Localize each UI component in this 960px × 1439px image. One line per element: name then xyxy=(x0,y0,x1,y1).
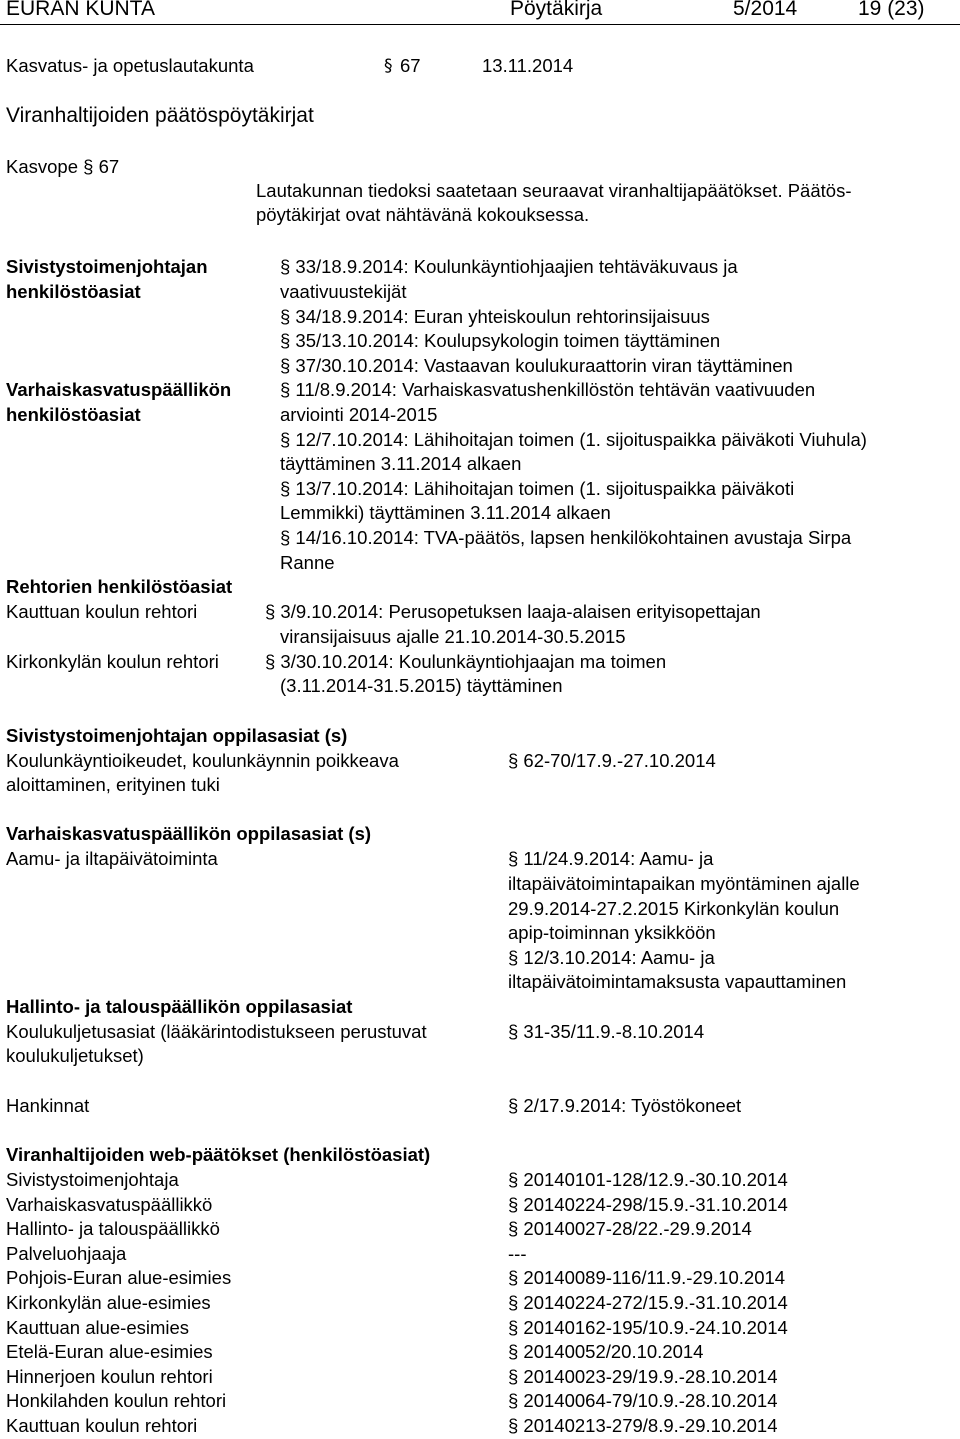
web-decision-value: § 20140213-279/8.9.-29.10.2014 xyxy=(508,1415,778,1436)
decision-item: § 3/30.10.2014: Koulunkäyntiohjaajan ma toimen xyxy=(265,651,667,672)
web-decision-value: § 20140224-272/15.9.-31.10.2014 xyxy=(508,1292,788,1313)
decision-item-cont: Ranne xyxy=(280,552,335,573)
web-decision-label: Kauttuan koulun rehtori xyxy=(6,1415,198,1436)
sivistys-hr-label-line2: henkilöstöasiat xyxy=(6,281,141,302)
kuljetus-label-line2: koulukuljetukset) xyxy=(6,1045,144,1066)
vaka-pupils-heading: Varhaiskasvatuspäällikön oppilasasiat (s) xyxy=(6,823,372,844)
decision-item-cont: (3.11.2014-31.5.2015) täyttäminen xyxy=(280,675,563,696)
pupils-label-line1: Koulunkäyntioikeudet, koulunkäynnin poikkeava xyxy=(6,750,399,771)
web-decision-label: Sivistystoimenjohtaja xyxy=(6,1169,179,1190)
vaka-hr-label-line1: Varhaiskasvatuspäällikön xyxy=(6,379,232,400)
pupils-decision: § 62-70/17.9.-27.10.2014 xyxy=(508,750,716,771)
web-decisions-heading: Viranhaltijoiden web-päätökset (henkilöstöasiat) xyxy=(6,1144,431,1165)
decision-item-cont: 29.9.2014-27.2.2015 Kirkonkylän koulun xyxy=(508,898,840,919)
decision-item-cont: arviointi 2014-2015 xyxy=(280,404,438,425)
section-reference: Kasvope § 67 xyxy=(6,156,120,177)
decision-item: § 11/24.9.2014: Aamu- ja xyxy=(508,848,714,869)
meeting-date: 13.11.2014 xyxy=(482,55,574,76)
decision-item: § 33/18.9.2014: Koulunkäyntiohjaajien tehtäväkuvaus ja xyxy=(280,256,738,277)
rehtorit-heading: Rehtorien henkilöstöasiat xyxy=(6,576,233,597)
web-decision-label: Hinnerjoen koulun rehtori xyxy=(6,1366,213,1387)
decision-item: § 12/3.10.2014: Aamu- ja xyxy=(508,947,715,968)
apip-label: Aamu- ja iltapäivätoiminta xyxy=(6,848,218,869)
web-decision-value: § 20140089-116/11.9.-29.10.2014 xyxy=(508,1267,786,1288)
decision-item-cont: täyttäminen 3.11.2014 alkaen xyxy=(280,453,522,474)
intro-text-line1: Lautakunnan tiedoksi saatetaan seuraavat viranhaltijapäätökset. Päätös- xyxy=(256,180,852,201)
org-name: EURAN KUNTA xyxy=(6,0,155,20)
web-decision-label: Honkilahden koulun rehtori xyxy=(6,1390,227,1411)
web-decision-value: § 20140027-28/22.-29.9.2014 xyxy=(508,1218,752,1239)
decision-item: § 14/16.10.2014: TVA-päätös, lapsen henkilökohtainen avustaja Sirpa xyxy=(280,527,852,548)
decision-item: § 35/13.10.2014: Koulupsykologin toimen täyttäminen xyxy=(280,330,721,351)
web-decision-label: Etelä-Euran alue-esimies xyxy=(6,1341,213,1362)
intro-text-line2: pöytäkirjat ovat nähtävänä kokouksessa. xyxy=(256,204,590,225)
sivistys-hr-label-line1: Sivistystoimenjohtajan xyxy=(6,256,208,277)
web-decision-label: Palveluohjaaja xyxy=(6,1243,127,1264)
hankinnat-decision: § 2/17.9.2014: Työstökoneet xyxy=(508,1095,742,1116)
section-icon: § xyxy=(384,56,393,76)
web-decision-label: Kirkonkylän alue-esimies xyxy=(6,1292,211,1313)
web-decision-label: Kauttuan alue-esimies xyxy=(6,1317,190,1338)
pupils-label-line2: aloittaminen, erityinen tuki xyxy=(6,774,220,795)
decision-item-cont: viransijaisuus ajalle 21.10.2014-30.5.2015 xyxy=(280,626,626,647)
decision-item: § 12/7.10.2014: Lähihoitajan toimen (1. sijoituspaikka päiväkoti Viuhula) xyxy=(280,429,867,450)
page-number: 19 (23) xyxy=(858,0,925,20)
web-decision-value: § 20140023-29/19.9.-28.10.2014 xyxy=(508,1366,778,1387)
web-decision-value: § 20140162-195/10.9.-24.10.2014 xyxy=(508,1317,788,1338)
doc-type: Pöytäkirja xyxy=(510,0,603,20)
web-decision-value: § 20140224-298/15.9.-31.10.2014 xyxy=(508,1194,788,1215)
web-decision-value: § 20140064-79/10.9.-28.10.2014 xyxy=(508,1390,778,1411)
kauttua-label: Kauttuan koulun rehtori xyxy=(6,601,198,622)
web-decision-value: § 20140052/20.10.2014 xyxy=(508,1341,704,1362)
hankinnat-label: Hankinnat xyxy=(6,1095,90,1116)
decision-item: § 37/30.10.2014: Vastaavan koulukuraattorin viran täyttäminen xyxy=(280,355,793,376)
web-decision-value: § 20140101-128/12.9.-30.10.2014 xyxy=(508,1169,788,1190)
doc-number: 5/2014 xyxy=(733,0,798,20)
web-decision-label: Pohjois-Euran alue-esimies xyxy=(6,1267,232,1288)
decision-item-cont: iltapäivätoimintamaksusta vapauttaminen xyxy=(508,971,847,992)
decision-item: § 34/18.9.2014: Euran yhteiskoulun rehtorinsijaisuus xyxy=(280,306,710,327)
kuljetus-label-line1: Koulukuljetusasiat (lääkärintodistukseen perustuvat xyxy=(6,1021,427,1042)
section-number: 67 xyxy=(400,55,421,76)
decision-item-cont: apip-toiminnan yksikköön xyxy=(508,922,716,943)
decision-item: § 11/8.9.2014: Varhaiskasvatushenkillöstön tehtävän vaativuuden xyxy=(280,379,816,400)
sivistys-pupils-heading: Sivistystoimenjohtajan oppilasasiat (s) xyxy=(6,725,348,746)
page-title: Viranhaltijoiden päätöspöytäkirjat xyxy=(6,104,314,127)
hallinto-pupils-heading: Hallinto- ja talouspäällikön oppilasasiat xyxy=(6,996,353,1017)
vaka-hr-label-line2: henkilöstöasiat xyxy=(6,404,141,425)
web-decision-value: --- xyxy=(508,1243,527,1264)
decision-item-cont: Lemmikki) täyttäminen 3.11.2014 alkaen xyxy=(280,502,611,523)
kirkonkyla-label: Kirkonkylän koulun rehtori xyxy=(6,651,219,672)
committee-name: Kasvatus- ja opetuslautakunta xyxy=(6,55,254,76)
decision-item: § 13/7.10.2014: Lähihoitajan toimen (1. sijoituspaikka päiväkoti xyxy=(280,478,795,499)
decision-item-cont: vaativuustekijät xyxy=(280,281,407,302)
web-decision-label: Hallinto- ja talouspäällikkö xyxy=(6,1218,220,1239)
decision-item-cont: iltapäivätoimintapaikan myöntäminen ajalle xyxy=(508,873,860,894)
kuljetus-decision: § 31-35/11.9.-8.10.2014 xyxy=(508,1021,705,1042)
web-decision-label: Varhaiskasvatuspäällikkö xyxy=(6,1194,213,1215)
decision-item: § 3/9.10.2014: Perusopetuksen laaja-alaisen erityisopettajan xyxy=(265,601,761,622)
